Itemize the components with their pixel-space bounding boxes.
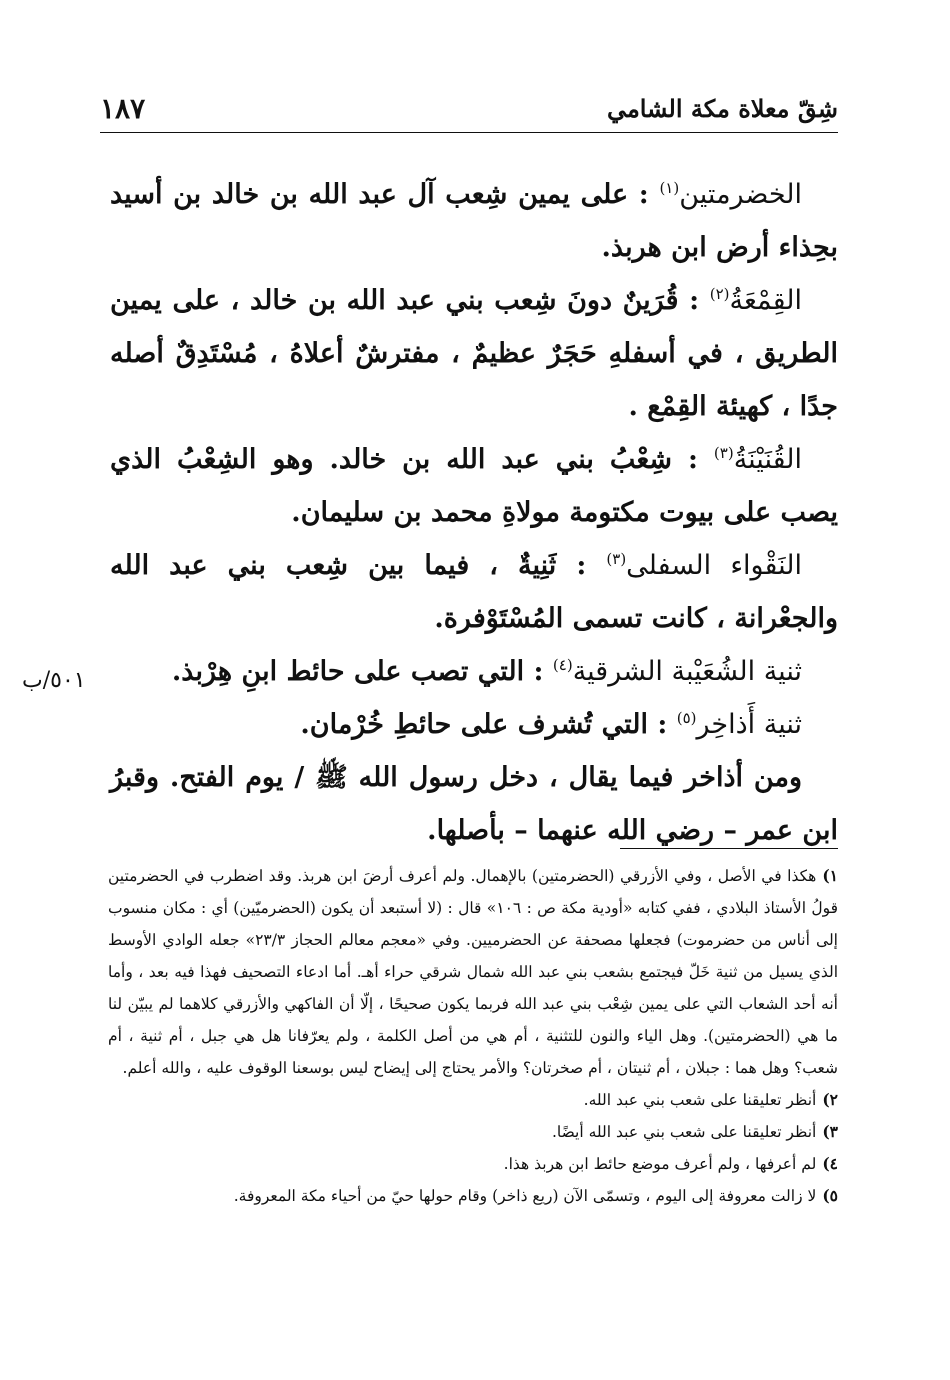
entry-shuaiba — [110, 645, 838, 698]
footnote-text: هكذا في الأصل ، وفي الأزرقي (الحضرمتين) بالإهمال. ولم أعرف أرضَ ابن هربذ. وقد اضطرب في الحضرمتين قولُ الأستاذ البلادي ، ففي كتابه «أودية مكة ص : ١٠٦» قال : (لا أستبعد أن يكون (الحضرميّين) أي : مكان منسوب إلى أناس من حضرموت) فجعلها مصحفة عن الحضرميين. وفي «معجم معالم الحجاز ٢٣/٣» جعله الوادي الأوسط الذي يسيل من ثنية خَلّ فيجتمع بشعب بني عبد الله شمال شرقي حراء أهـ. أما ادعاء التصحيف فهذا فيه بعد ، وأما أنه أحد الشعاب التي على يمين شِعْب بني عبد الله فربما يكون صحيحًا ، إلّا أن الفاكهي والأزرقي كلاهما لم يبيّن لنا ما هي (الحضرمتين). وهل الياء والنون للتثنية ، أم هي من أصل الكلمة ، ولم يعرّفانا هل هي جبل ، أم ثنية ، أم شعب؟ وهل هما : جبلان ، أم ثنيتان ، أم صخرتان؟ والأمر يحتاج إلى إيضاح ليس بوسعنا الوقوف عليه ، والله أعلم. — [108, 867, 838, 1077]
entry-text: ومن أذاخر فيما يقال ، دخل رسول الله ﷺ / يوم الفتح. وقبرُ ابن عمر – رضي الله عنهما – بأصلها. — [110, 762, 838, 846]
entry-term: القِمْعَةُ — [729, 285, 802, 316]
entry-qunaina — [110, 433, 838, 539]
footnote-ref[interactable]: (٤) — [552, 656, 573, 674]
footnote-ref[interactable]: (٢) — [709, 285, 730, 303]
entry-text: : شِعْبُ بني عبد الله بن خالد. وهو الشِعْبُ الذي يصب على بيوت مكتومة مولاةِ محمد بن سليمان. — [110, 444, 838, 528]
entry-naqwa — [110, 539, 838, 645]
footnote-3 — [108, 1116, 838, 1148]
footnote-4 — [108, 1148, 838, 1180]
entry-khadramatain — [110, 168, 838, 274]
footnote-5 — [108, 1180, 838, 1212]
main-text — [110, 168, 838, 857]
entry-term: ثنية أَذاخِر — [696, 709, 802, 740]
entry-text: : التي تصب على حائط ابنِ هِرْبذ. — [171, 656, 553, 687]
entry-text: : قُرَينٌ دونَ شِعب بني عبد الله بن خالد ، على يمين الطريق ، في أسفلهِ حَجَرٌ عظيمٌ ، مفترشٌ أعلاهُ ، مُسْتَدِقٌ أصله جدًا ، كهيئة القِمْع . — [110, 285, 839, 422]
page-number: ١٨٧ — [100, 92, 146, 125]
footnote-2 — [108, 1084, 838, 1116]
entry-term: ثنية الشُعَيْبة الشرقية — [572, 656, 802, 687]
footnote-number: ١) — [822, 866, 838, 885]
entry-text: : ثَنِيةٌ ، فيما بين شِعب بني عبد الله والجعْرانة ، كانت تسمى المُسْتَوْفرة. — [110, 550, 838, 634]
footnote-ref[interactable]: (٣) — [713, 444, 734, 462]
running-title: شِقّ معلاة مكة الشامي — [606, 94, 838, 123]
entry-term: القُنَيْنَةُ — [733, 444, 802, 475]
entry-adhakhir — [110, 698, 838, 751]
footnote-number: ٢) — [822, 1090, 838, 1109]
footnote-text: لا زالت معروفة إلى اليوم ، وتسمّى الآن (ريع ذاخر) وقام حولها حيّ من أحياء مكة المعروفة. — [233, 1187, 817, 1205]
entry-text: : على يمين شِعب آل عبد الله بن خالد بن أسيد بحِذاء أرض ابن هربذ. — [110, 179, 838, 263]
footnote-text: أنظر تعليقنا على شعب بني عبد الله أيضًا. — [551, 1123, 817, 1141]
entry-text: : التي تُشرف على حائطِ خُرْمان. — [300, 709, 677, 740]
footnote-text: لم أعرفها ، ولم أعرف موضع حائط ابن هربذ هذا. — [503, 1155, 817, 1173]
footnote-ref[interactable]: (٥) — [676, 709, 697, 727]
footnote-number: ٥) — [822, 1186, 838, 1205]
footnote-ref[interactable]: (٣) — [606, 550, 627, 568]
footnote-number: ٤) — [822, 1154, 838, 1173]
footnote-divider — [620, 848, 838, 849]
page-header — [100, 92, 838, 133]
margin-folio-note: ٥٠١/ب — [22, 668, 86, 693]
footnotes — [108, 860, 838, 1212]
entry-qimaa — [110, 274, 838, 433]
entry-term: النَقْواء السفلى — [626, 550, 802, 581]
footnote-text: أنظر تعليقنا على شعب بني عبد الله. — [583, 1091, 817, 1109]
footnote-1 — [108, 860, 838, 1084]
footnote-ref[interactable]: (١) — [659, 179, 680, 197]
footnote-number: ٣) — [822, 1122, 838, 1141]
entry-term: الخضرمتين — [679, 179, 802, 210]
entry-closing — [110, 751, 838, 857]
